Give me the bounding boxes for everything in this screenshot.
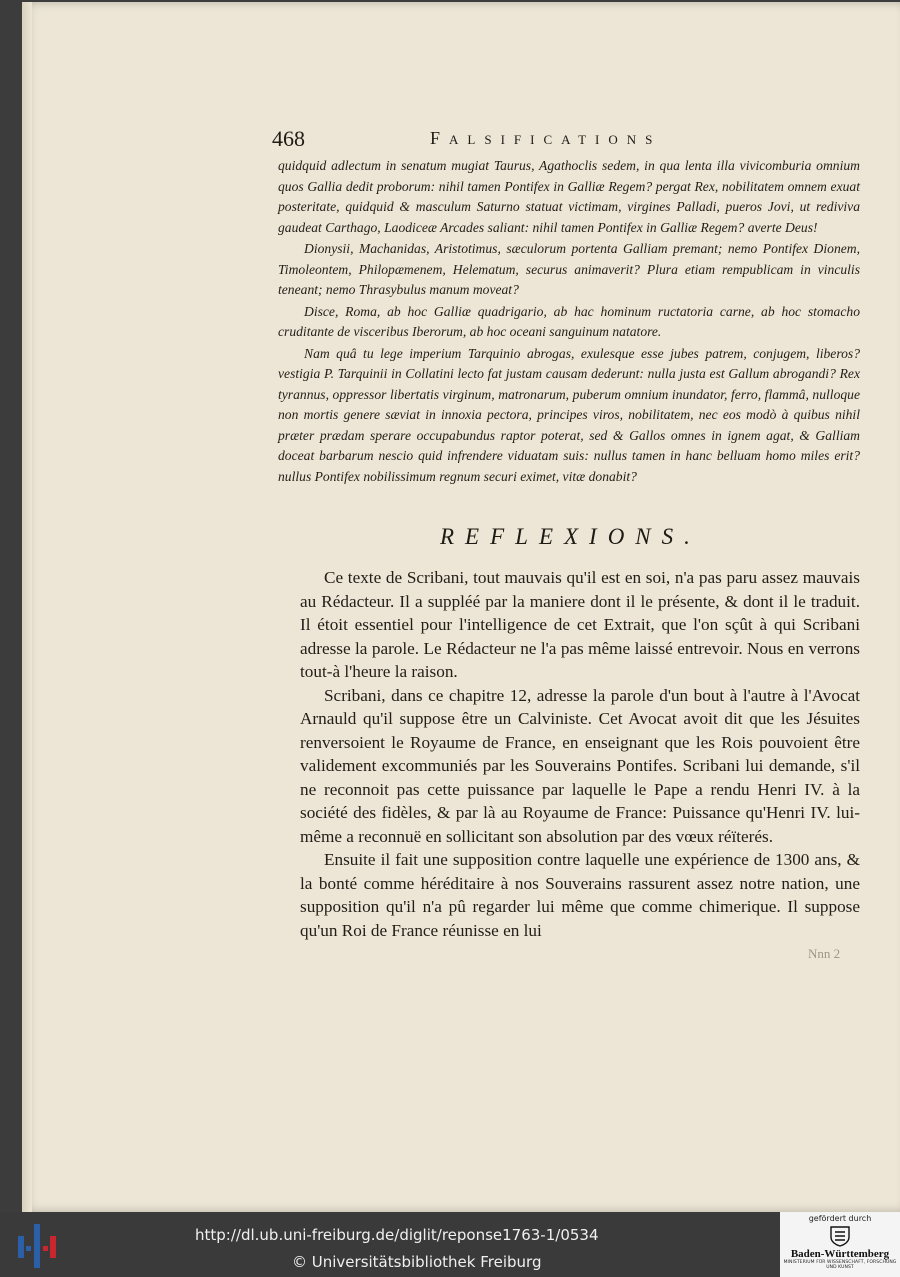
sponsor-name: Baden-Württemberg xyxy=(790,1248,890,1260)
signature-mark: Nnn 2 xyxy=(808,946,841,961)
french-paragraph: Scribani, dans ce chapitre 12, adresse la parole d'un bout à l'autre à l'Avocat Arnauld qu'il suppose être un Calviniste. Cet Avocat avoit dit que les Jésuites renversoient le Royaume de France, en enseignant que les Rois pouvoient être validement excommuniés par les Souverains Pontifes. Scribani lui demande, s'il ne reconnoit pas cette puissance par laquelle le Pape a rendu Henri IV. à la société des fidèles, & par là au Royaume de France: Puissance qu'Henri IV. lui-même a reconnuë en sollicitant son absolution par des vœux réïterés. xyxy=(300,685,860,846)
latin-paragraph: quidquid adlectum in senatum mugiat Taurus, Agathoclis sedem, in qua lenta illa vivicomburia omnium quos Gallia dedit proborum: nihil tamen Pontifex in Galliæ Regem? pergat Rex, nobilitatem omnem exuat posteritate, quidquid & masculum Saturno statuat victimam, virgines Palladi, pueros Jovi, ut rediviva gaudeat Carthago, Laodiceæ Arcades saliant: nihil tamen Pontifex in Galliæ Regem? averte Deus! xyxy=(278,158,860,235)
french-paragraph: Ce texte de Scribani, tout mauvais qu'il est en soi, n'a pas paru assez mauvais au Rédacteur. Il a suppléé par la maniere dont il le présente, & dont il le traduit. Il étoit essentiel pour l'intelligence de cet Extrait, que l'on sçût à qui Scribani adresse la parole. Le Rédacteur ne l'a pas même laissé entrevoir. Nous en verrons tout-à l'heure la raison. xyxy=(300,568,860,681)
permalink-url[interactable]: http://dl.ub.uni-freiburg.de/diglit/reponse1763-1/0534 xyxy=(195,1226,599,1244)
page-number: 468 xyxy=(272,126,305,151)
latin-paragraph: Disce, Roma, ab hoc Galliæ quadrigario, ab hac hominum ructatoria carne, ab hoc stomacho cruditante de visceribus Iberorum, ab hoc oceani sanguinum natatore. xyxy=(278,303,860,339)
french-commentary xyxy=(300,566,860,942)
copyright-notice: © Universitätsbibliothek Freiburg xyxy=(292,1253,542,1271)
sponsor-ministry: MINISTERIUM FÜR WISSENSCHAFT, FORSCHUNG UND KUNST xyxy=(783,1260,897,1270)
state-crest-icon xyxy=(827,1225,853,1247)
running-title: Falsifications xyxy=(430,128,662,148)
footer-bar xyxy=(0,1212,900,1277)
section-heading: REFLEXIONS. xyxy=(440,524,701,549)
page-header xyxy=(272,126,852,152)
latin-quotation xyxy=(278,156,860,488)
latin-paragraph: Dionysii, Machanidas, Aristotimus, sæculorum portenta Galliam premant; nemo Pontifex Dionem, Timoleontem, Philopæmenem, Helematum, securus animaverit? Plura etiam rempublicam in vinculis teneant; nemo Thrasybulus manum moveat? xyxy=(278,241,860,297)
sponsor-badge[interactable] xyxy=(780,1212,900,1277)
sponsor-top-label: gefördert durch xyxy=(808,1214,872,1223)
library-logo-icon[interactable] xyxy=(16,1222,60,1270)
french-paragraph: Ensuite il fait une supposition contre laquelle une expérience de 1300 ans, & la bonté comme héréditaire à nos Souverains rassurent assez notre nation, une supposition qu'il n'a pû regarder lui même que comme chimerique. Il suppose qu'un Roi de France réunisse en lui xyxy=(300,850,860,940)
latin-paragraph: Nam quâ tu lege imperium Tarquinio abrogas, exulesque esse jubes patrem, conjugem, liberos? vestigia P. Tarquinii in Collatini lecto fat justam causam dederunt: nulla justa est Gallum abrogandi? Rex tyrannus, oppressor libertatis virginum, matronarum, puberum omnium inundator, ferro, flammâ, nulloque non mortis genere sæviat in innoxia pectora, principes viros, nobilitatem, nec eos modò à quibus nihil præter prædam sperare occupabundus raptor poterat, sed & Gallos omnes in ignem agat, & Galliam doceat barbarum nescio quid infrendere viduatam suis: nullus tamen in hanc belluam homo miles erit? nullus Pontifex nobilissimum regnum securi eximet, vitæ donabit? xyxy=(278,345,860,484)
